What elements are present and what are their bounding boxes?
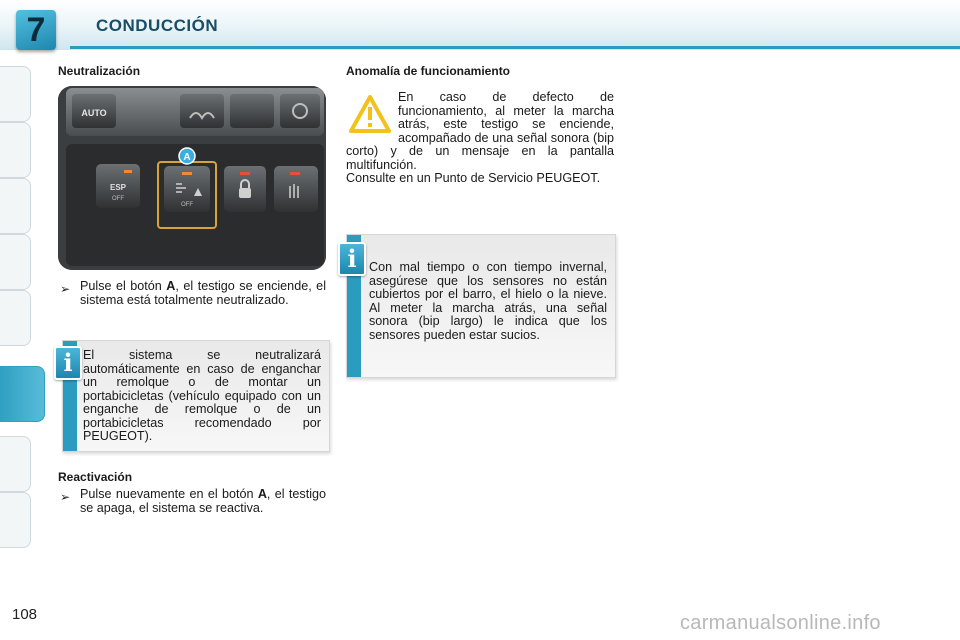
chapter-title: CONDUCCIÓN bbox=[96, 16, 219, 35]
dashboard-illustration bbox=[58, 86, 326, 270]
dashboard-buttons-photo bbox=[58, 86, 326, 270]
neutralization-heading: Neutralización bbox=[58, 64, 141, 78]
header-rule bbox=[70, 46, 960, 49]
service-text: Consulte en un Punto de Servicio PEUGEOT. bbox=[346, 171, 601, 185]
chapter-badge: 7 bbox=[16, 10, 56, 50]
bullet-icon: ➢ bbox=[60, 282, 71, 296]
chapter-tab-active[interactable] bbox=[0, 366, 45, 422]
step-1-text: Pulse el botón A, el testigo se enciende, el sistema está totalmente neutralizado. bbox=[80, 279, 326, 307]
chapter-tab[interactable] bbox=[0, 290, 31, 346]
chapter-tab[interactable] bbox=[0, 234, 31, 290]
chapter-tabs bbox=[0, 66, 34, 576]
esp-sub-label: OFF bbox=[112, 196, 124, 202]
button-a-sub-label: OFF bbox=[181, 202, 193, 208]
chapter-tab[interactable] bbox=[0, 492, 31, 548]
chapter-tab[interactable] bbox=[0, 122, 31, 178]
info-box-text: El sistema se neutralizará automáticamente en caso de enganchar un remolque o de montar un portabicicletas (vehículo equipado con un enganche de remolque o de un portabicicletas recomendado por PEUGEOT). bbox=[83, 348, 321, 443]
bullet-icon: ➢ bbox=[60, 490, 71, 504]
auto-label: AUTO bbox=[81, 108, 107, 118]
reactivation-heading: Reactivación bbox=[58, 470, 133, 484]
info-box-text: Con mal tiempo o con tiempo invernal, asegúrese que los sensores no están cubiertos por el barro, el hielo o la nieve. Al meter la marcha atrás, una señal sonora (bip largo) le indica que los sensores pueden estar sucios. bbox=[369, 260, 607, 342]
rear-defrost-button bbox=[180, 94, 224, 128]
chapter-tab[interactable] bbox=[0, 436, 31, 492]
info-box-neutralization bbox=[62, 340, 330, 452]
page-number: 108 bbox=[12, 606, 38, 623]
chapter-tab[interactable] bbox=[0, 66, 31, 122]
info-icon: i bbox=[54, 346, 82, 380]
esp-label: ESP bbox=[109, 183, 127, 192]
airflow-button bbox=[230, 94, 274, 128]
anomaly-heading: Anomalía de funcionamiento bbox=[346, 64, 511, 78]
chapter-tab[interactable] bbox=[0, 178, 31, 234]
info-icon: i bbox=[338, 242, 366, 276]
watermark: carmanualsonline.info bbox=[680, 612, 881, 634]
callout-a-letter: A bbox=[183, 152, 191, 163]
recirculation-button bbox=[280, 94, 320, 128]
step-2-text: Pulse nuevamente en el botón A, el testigo se apaga, el sistema se reactiva. bbox=[80, 487, 326, 515]
warning-text: En caso de defecto de funcionamiento, al meter la marcha atrás, este testigo se enciende, acompañado de una señal sonora (bip corto) y de un mensaje en la pantalla multifunción. bbox=[346, 90, 614, 172]
info-box-weather bbox=[346, 234, 616, 378]
